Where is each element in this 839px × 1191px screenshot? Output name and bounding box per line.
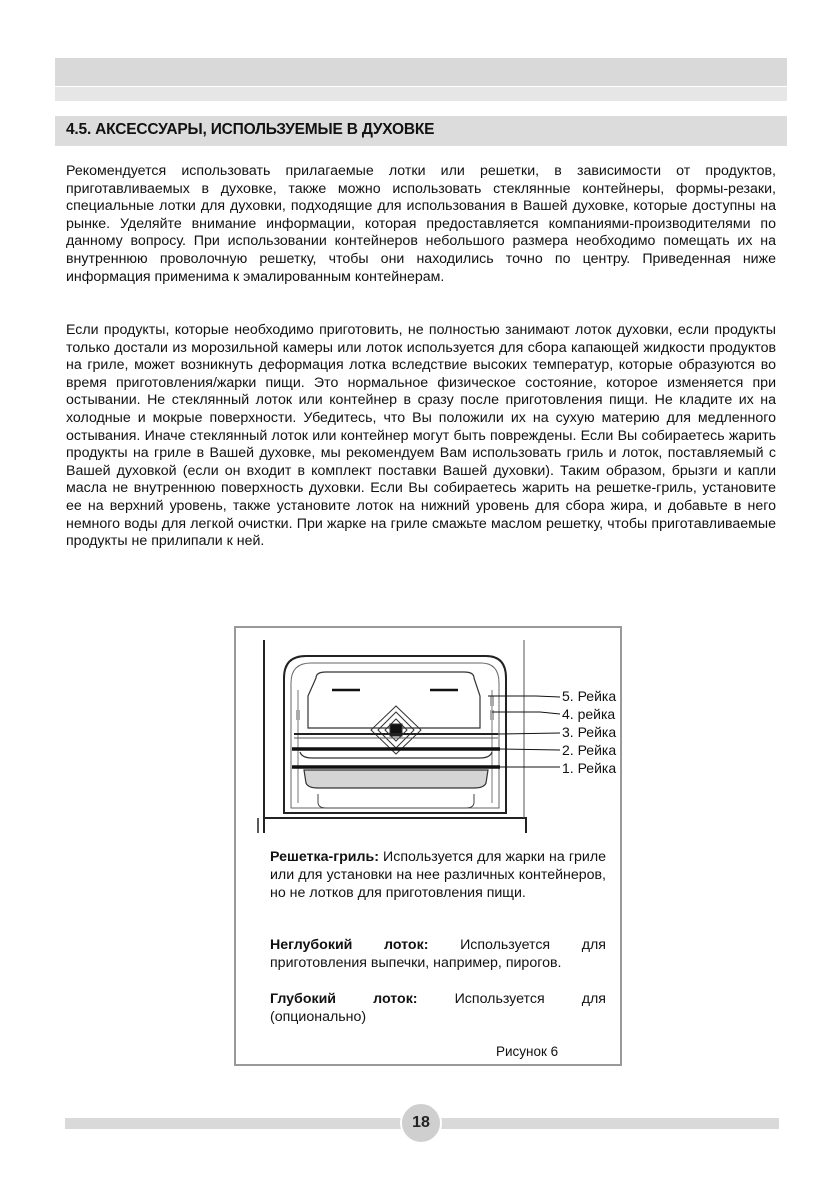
desc-text: Используется для жарки на гриле или для установки на нее различных контейнеров, но не лотков для приготовления пищи.: [270, 849, 606, 901]
rack-label-3: 3. Рейка: [562, 724, 617, 740]
fan-grille-icon: [371, 706, 421, 754]
desc-term: Решетка-гриль:: [270, 849, 379, 865]
desc-text: Используется для (опционально): [270, 991, 606, 1025]
rack-label-5: 5. Рейка: [562, 688, 617, 704]
section-title: 4.5. АКСЕССУАРЫ, ИСПОЛЬЗУЕМЫЕ В ДУХОВКЕ: [66, 121, 435, 138]
desc-deep-tray: [270, 990, 606, 1026]
rack-label-4: 4. рейка: [562, 706, 616, 722]
header-band: [55, 58, 787, 86]
page-number: 18: [400, 1102, 442, 1144]
desc-wire-grill: [270, 848, 606, 902]
desc-text: Используется для приготовления выпечки, например, пирогов.: [270, 937, 606, 971]
header-band-secondary: [55, 87, 787, 101]
rack-label-2: 2. Рейка: [562, 742, 617, 758]
paragraph-containers: Рекомендуется использовать прилагаемые лотки или решетки, в зависимости от продуктов, приготавливаемых в духовке, также можно использовать стеклянные контейнеры, формы-резаки, специальные лотки для духовки, подходящие для использования в Вашей духовке, которые доступны на рынке. Уделяйте внимание информации, которая предоставляется компаниями-производителями по данному вопросу. При использовании контейнеров небольшого размера необходимо помещать их на внутреннюю проволочную решетку, чтобы они находились точно по центру. Приведенная ниже информация применима к эмалированным контейнерам.: [66, 163, 776, 285]
rack-label-1: 1. Рейка: [562, 760, 617, 776]
desc-shallow-tray: [270, 936, 606, 972]
desc-term: Глубокий лоток:: [270, 991, 418, 1007]
desc-term: Неглубокий лоток:: [270, 937, 429, 953]
figure-caption: Рисунок 6: [496, 1044, 559, 1059]
figure-oven-accessories: [234, 626, 622, 1066]
paragraph-deformation: Если продукты, которые необходимо приготовить, не полностью занимают лоток духовки, если продукты только достали из морозильной камеры или лоток используется для сбора капающей жидкости продуктов на гриле, может возникнуть деформация лотка вследствие высоких температур, которые образуются во время приготовления/жарки пищи. Это нормальное физическое состояние, которое изменяется при остывании. Не стеклянный лоток или контейнер в сразу после приготовления пищи. Не кладите их на холодные и мокрые поверхности. Убедитесь, что Вы положили их на сухую материю для медленного остывания. Иначе стеклянный лоток или контейнер могут быть повреждены. Если Вы собираетесь жарить продукты на гриле в Вашей духовке, мы рекомендуем Вам использовать гриль и лоток, поставляемый с Вашей духовкой (если он входит в комплект поставки Вашей духовки). Таким образом, брызги и капли масла не внутреннюю поверхность духовки. Если Вы собираетесь жарить на решетке-гриль, установите ее на верхний уровень, также установите лоток на нижний уровень для сбора жира, и добавьте в него немного воды для легкой очистки. При жарке на гриле смажьте маслом решетку, чтобы приготавливаемые продукты не прилипали к ней.: [66, 322, 776, 550]
